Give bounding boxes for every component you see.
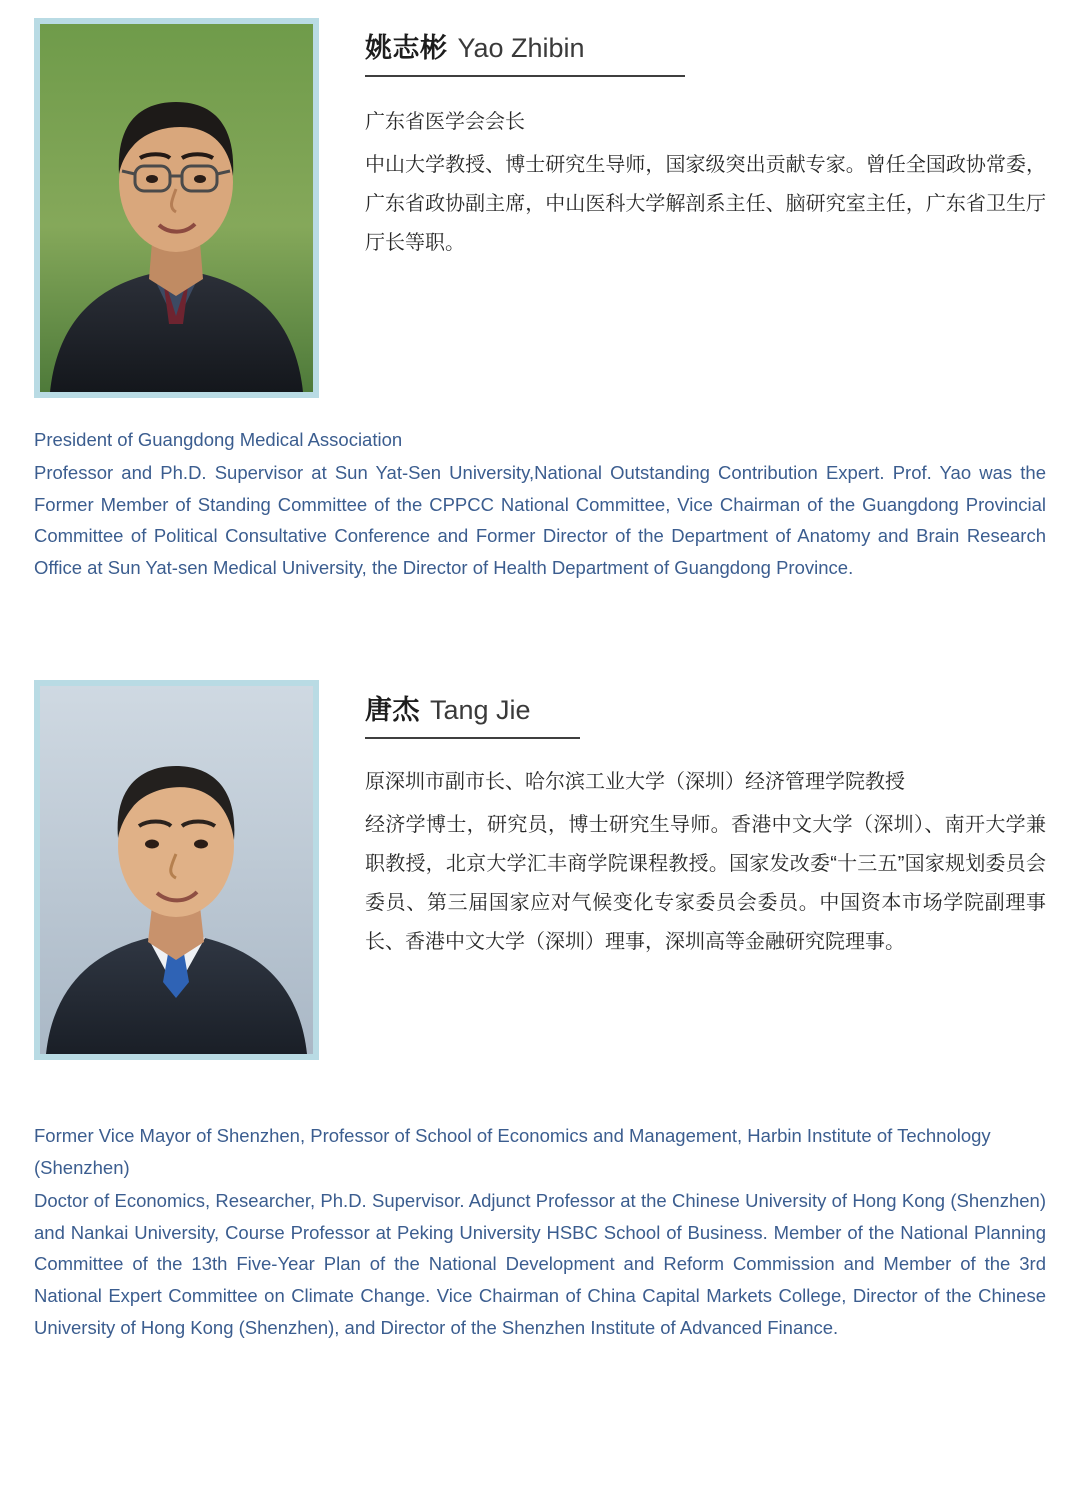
speaker-name bbox=[365, 26, 685, 77]
portrait-frame bbox=[34, 680, 319, 1060]
speaker-bio-en: Doctor of Economics, Researcher, Ph.D. Supervisor. Adjunct Professor at the Chinese University of Hong Kong (Shenzhen) and Nankai University, Course Professor at Peking University HSBC School of Business. Member of the National Planning Committee of the 13th Five-Year Plan of the National Development and Reform Commission and Member of the 3rd National Expert Committee on Climate Change. Vice Chairman of China Capital Markets College, Director of the Chinese University of Hong Kong (Shenzhen), and Director of the Shenzhen Institute of Advanced Finance. bbox=[34, 1189, 1046, 1338]
portrait-frame bbox=[34, 18, 319, 398]
speaker-bio-cn: 中山大学教授、博士研究生导师，国家级突出贡献专家。曾任全国政协常委，广东省政协副主席，中山医科大学解剖系主任、脑研究室主任，广东省卫生厅厅长等职。 bbox=[365, 154, 1046, 254]
speaker-name-en: Yao Zhibin bbox=[457, 33, 585, 63]
speaker-title-cn: 广东省医学会会长 bbox=[365, 111, 525, 133]
speaker-profile-tang-jie bbox=[34, 680, 1046, 1344]
speaker-name-cn: 唐杰 bbox=[365, 695, 420, 726]
speaker-name-cn: 姚志彬 bbox=[365, 33, 448, 63]
speaker-title-en: Former Vice Mayor of Shenzhen, Professor of School of Economics and Management, Harbin Institute of Technology (Shenzhen) bbox=[34, 1125, 991, 1178]
speaker-bio-cn: 经济学博士，研究员，博士研究生导师。香港中文大学（深圳）、南开大学兼职教授，北京大学汇丰商学院课程教授。国家发改委“十三五”国家规划委员会委员、第三届国家应对气候变化专家委员会委员。中国资本市场学院副理事长、香港中文大学（深圳）理事，深圳高等金融研究院理事。 bbox=[365, 814, 1046, 954]
portrait-yao-zhibin bbox=[40, 24, 313, 392]
speaker-profile-yao-zhibin bbox=[34, 18, 1046, 584]
block-spacer bbox=[34, 1060, 1046, 1094]
section-spacer bbox=[34, 584, 1046, 680]
speaker-name bbox=[365, 688, 580, 739]
profile-text-block bbox=[319, 18, 1046, 263]
speaker-title-cn: 原深圳市副市长、哈尔滨工业大学（深圳）经济管理学院教授 bbox=[365, 771, 905, 794]
profile-text-block bbox=[319, 680, 1046, 962]
profile-header-row bbox=[34, 680, 1046, 1060]
profile-header-row bbox=[34, 18, 1046, 398]
speaker-title-en: President of Guangdong Medical Association bbox=[34, 429, 403, 450]
speaker-name-en: Tang Jie bbox=[430, 695, 531, 726]
speaker-bio-en: Professor and Ph.D. Supervisor at Sun Yat-Sen University,National Outstanding Contribution Expert. Prof. Yao was the Former Member of Standing Committee of the CPPCC National Committee, Vice Chairman of the Guangdong Provincial Committee of Political Consultative Conference and Former Director of the Department of Anatomy and Brain Research Office at Sun Yat-sen Medical University, the Director of Health Department of Guangdong Province. bbox=[34, 461, 1046, 579]
portrait-tang-jie bbox=[40, 686, 313, 1054]
speaker-english-block bbox=[34, 1120, 1046, 1344]
speaker-english-block bbox=[34, 424, 1046, 584]
